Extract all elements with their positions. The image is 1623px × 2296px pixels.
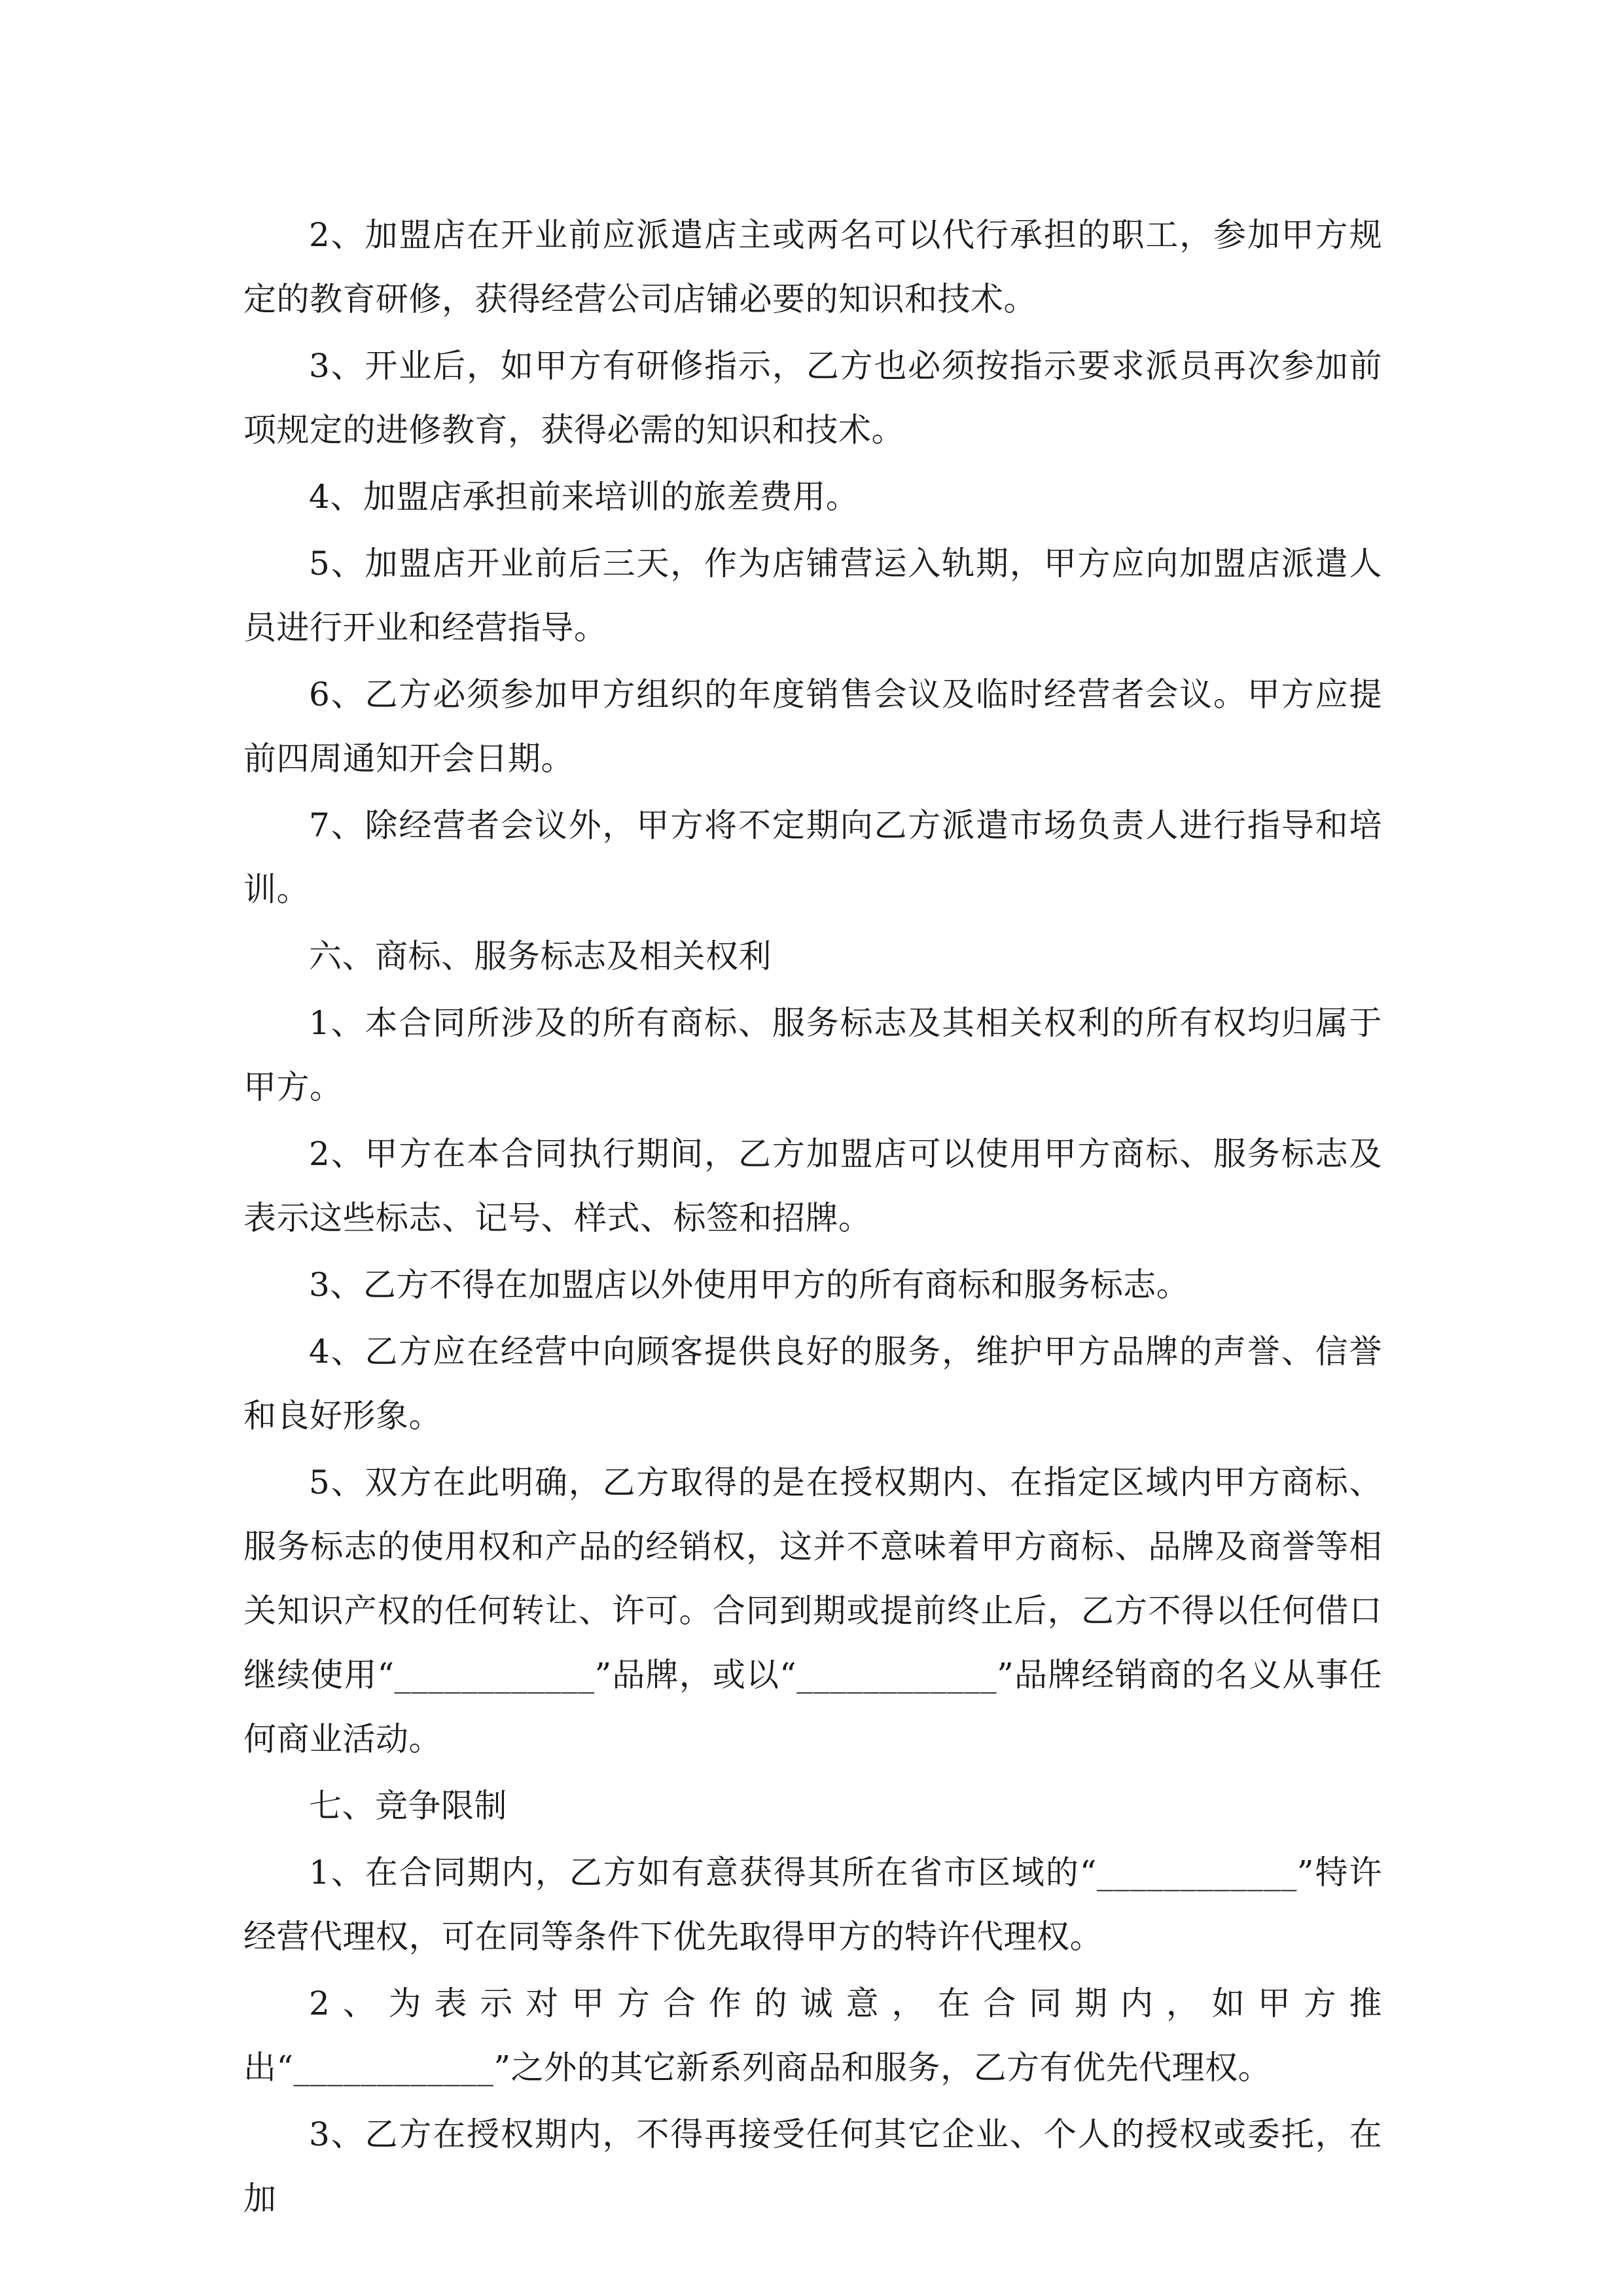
clause-5-7: 7、除经营者会议外，甲方将不定期向乙方派遣市场负责人进行指导和培训。 — [243, 806, 1382, 908]
clause-7-1: 1、在合同期内，乙方如有意获得其所在省市区域的“____________”特许经营代理权，可在同等条件下优先取得甲方的特许代理权。 — [243, 1854, 1382, 1956]
clause-7-3: 3、乙方在授权期内，不得再接受任何其它企业、个人的授权或委托，在加 — [243, 2115, 1382, 2217]
clause-7-2: 2、为表示对甲方合作的诚意，在合同期内，如甲方推出“____________”之外的其它新系列商品和服务，乙方有优先代理权。 — [243, 1984, 1382, 2087]
clause-5-5: 5、加盟店开业前后三天，作为店铺营运入轨期，甲方应向加盟店派遣人员进行开业和经营指导。 — [243, 545, 1382, 647]
clause-6-3: 3、乙方不得在加盟店以外使用甲方的所有商标和服务标志。 — [309, 1266, 1190, 1304]
clause-5-6: 6、乙方必须参加甲方组织的年度销售会议及临时经营者会议。甲方应提前四周通知开会日期。 — [243, 675, 1382, 778]
document-body — [243, 203, 1382, 2233]
section-heading-competition: 七、竞争限制 — [309, 1787, 507, 1825]
clause-6-2: 2、甲方在本合同执行期间，乙方加盟店可以使用甲方商标、服务标志及表示这些标志、记号、样式、标签和招牌。 — [243, 1135, 1382, 1237]
clause-5-2: 2、加盟店在开业前应派遣店主或两名可以代行承担的职工，参加甲方规定的教育研修，获得经营公司店铺必要的知识和技术。 — [243, 216, 1382, 318]
clause-6-4: 4、乙方应在经营中向顾客提供良好的服务，维护甲方品牌的声誉、信誉和良好形象。 — [243, 1333, 1382, 1435]
section-heading-trademark: 六、商标、服务标志及相关权利 — [309, 937, 772, 975]
clause-6-5: 5、双方在此明确，乙方取得的是在授权期内、在指定区域内甲方商标、服务标志的使用权和产品的经销权，这并不意味着甲方商标、品牌及商誉等相关知识产权的任何转让、许可。合同到期或提前终止后，乙方不得以任何借口继续使用“____________”品牌，或以“____________”品牌经销商的名义从事任何商业活动。 — [243, 1463, 1382, 1758]
clause-6-1: 1、本合同所涉及的所有商标、服务标志及其相关权利的所有权均归属于甲方。 — [243, 1004, 1382, 1106]
clause-5-3: 3、开业后，如甲方有研修指示，乙方也必须按指示要求派员再次参加前项规定的进修教育，获得必需的知识和技术。 — [243, 347, 1382, 449]
clause-5-4: 4、加盟店承担前来培训的旅差费用。 — [309, 478, 859, 516]
